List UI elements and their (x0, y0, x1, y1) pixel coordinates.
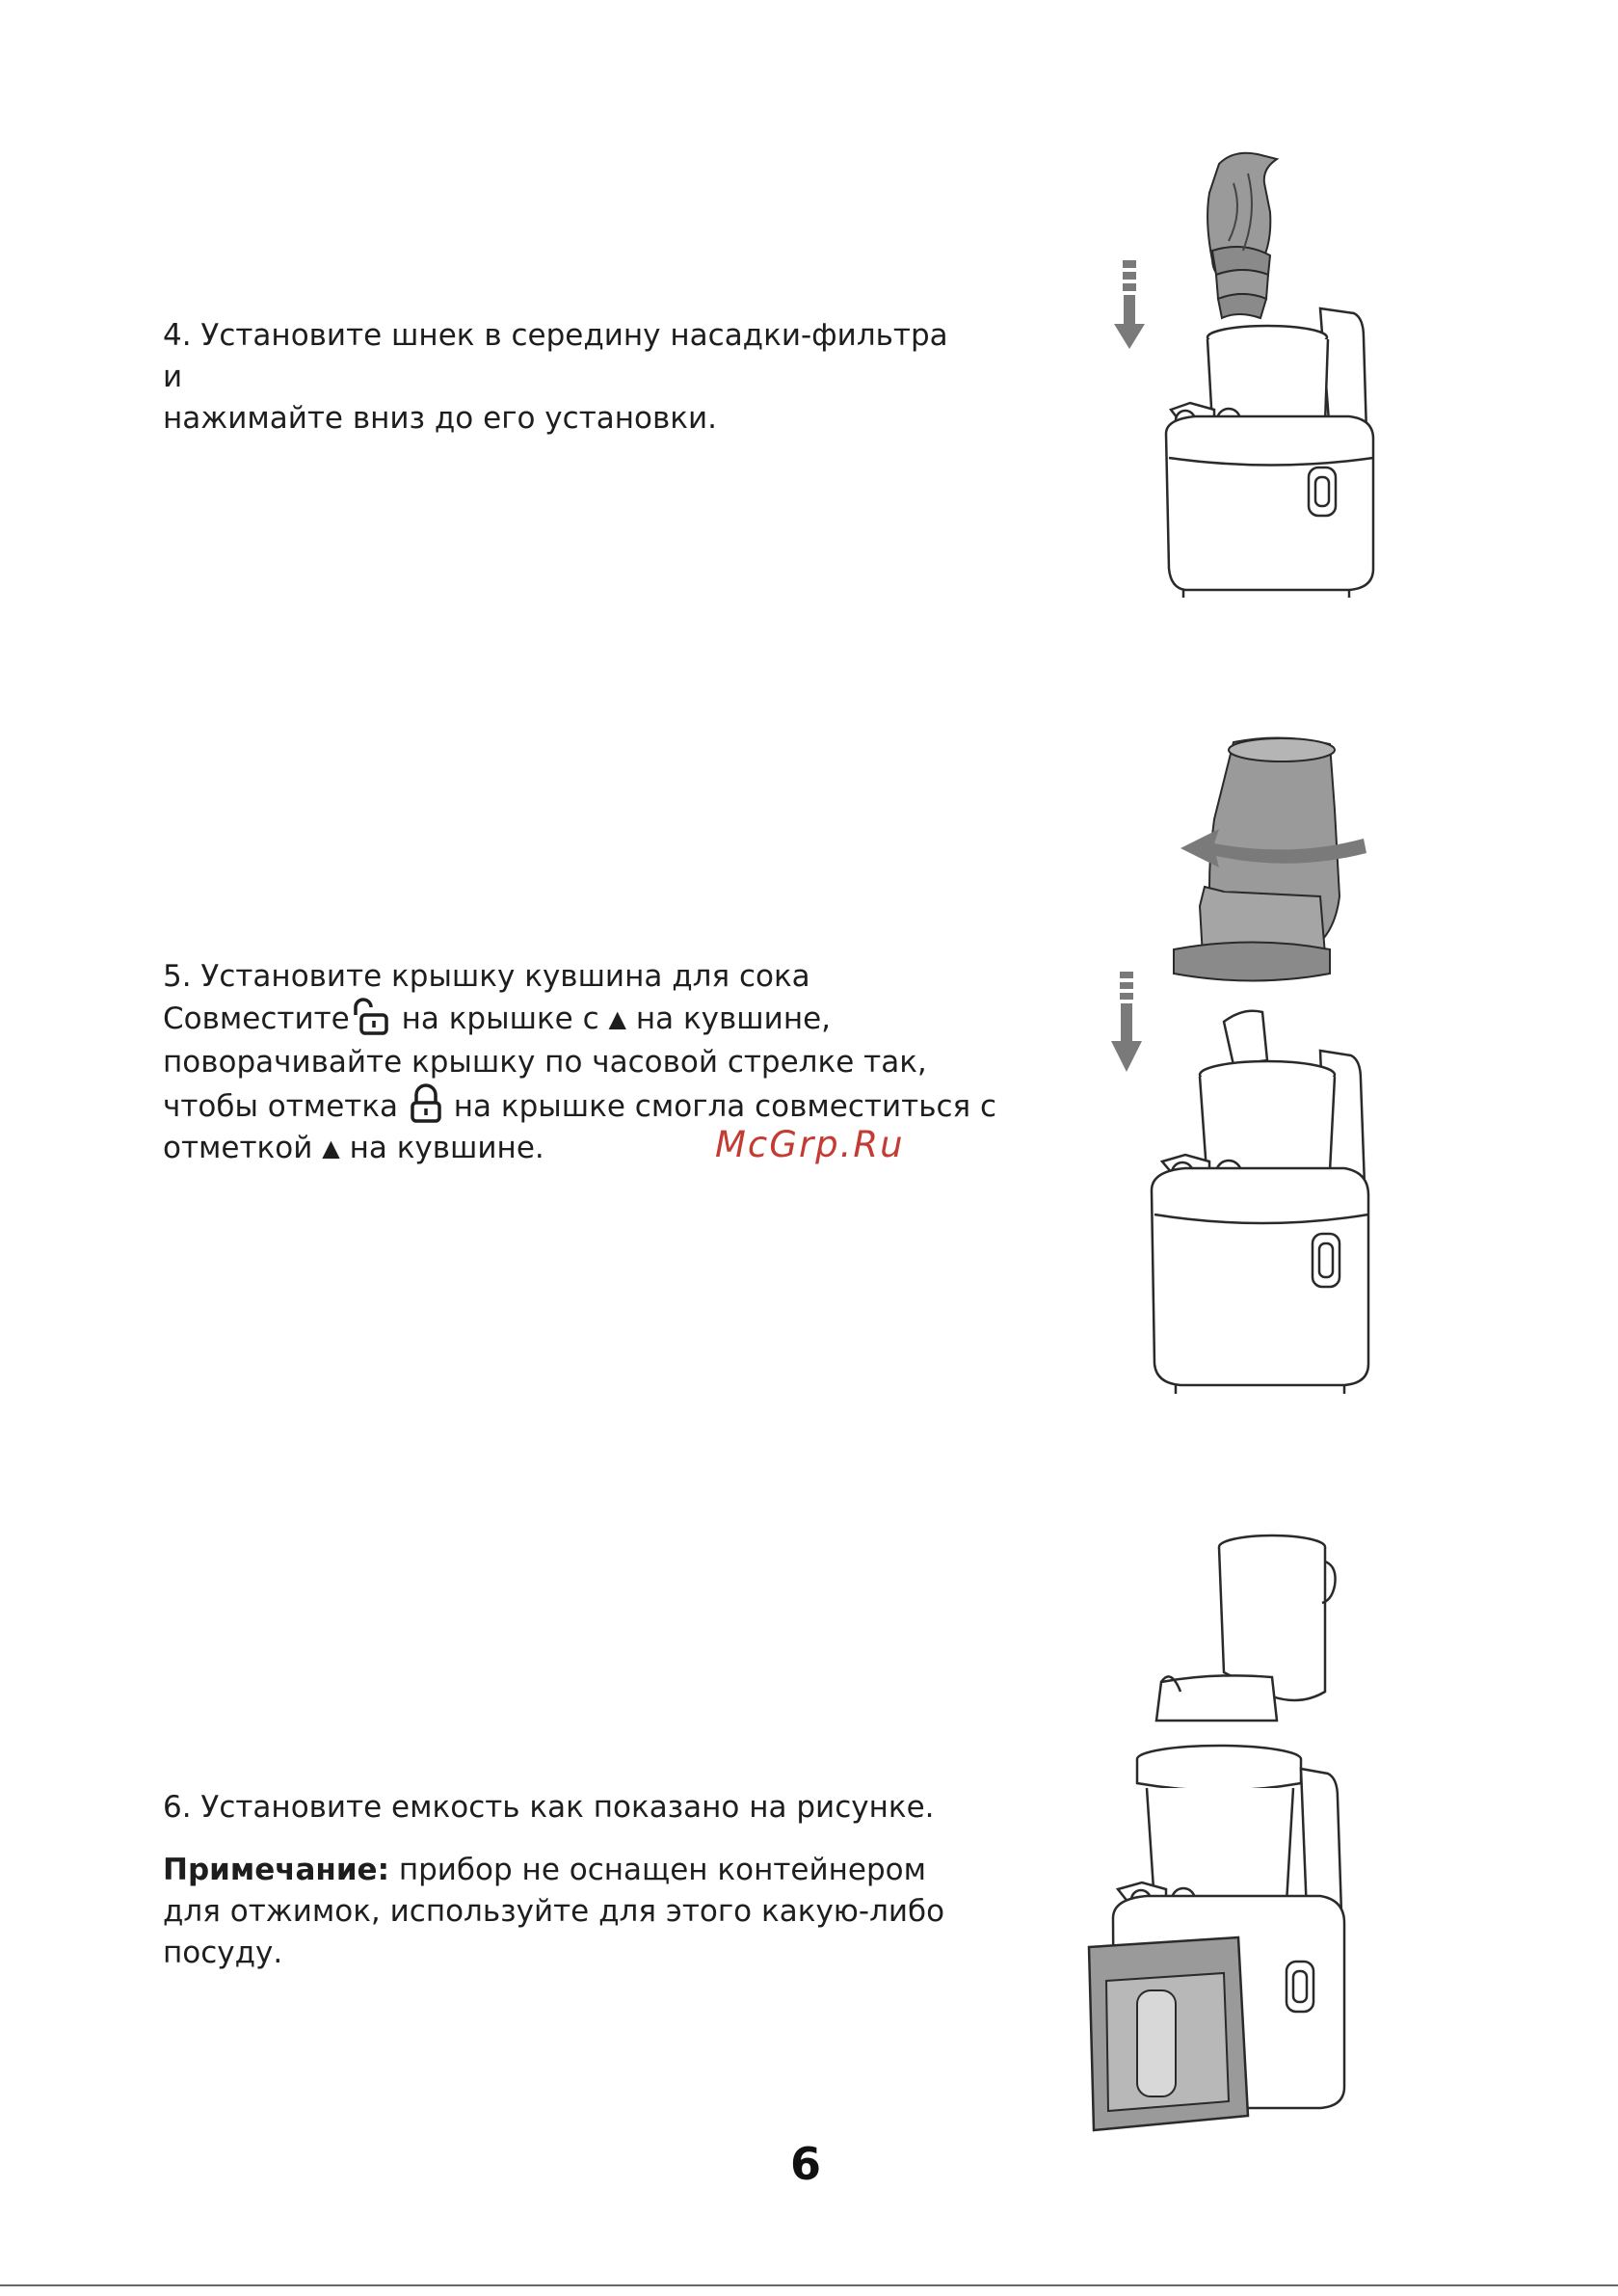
step-5-line-3: поворачивайте крышку по часовой стрелке так, (163, 1045, 927, 1080)
step-5-line-5a: отметкой (163, 1131, 313, 1165)
step-5-line-5b: на кувшине. (349, 1131, 544, 1165)
auger-part (1207, 153, 1277, 318)
juicer-body (1152, 1011, 1368, 1394)
bottom-divider (0, 2284, 1618, 2286)
step-5-line-4a: чтобы отметка (163, 1089, 399, 1124)
step-5-line-2b: на крышке с (401, 1001, 599, 1036)
unlock-icon (350, 998, 392, 1036)
step-4-line-1: 4. Установите шнек в середину насадки-фильтра и (163, 318, 948, 394)
lock-icon (408, 1083, 444, 1124)
juicer-body (1166, 308, 1373, 598)
step-6-line-1: 6. Установите емкость как показано на рисунке. (163, 1790, 935, 1825)
note-label: Примечание: (163, 1853, 389, 1887)
note-text (163, 1850, 953, 1974)
triangle-up-icon: ▲ (322, 1135, 340, 1161)
step-6-text (163, 1787, 972, 1829)
arrow-down-icon (1114, 260, 1145, 349)
figure-auger-insertion (1099, 145, 1388, 617)
page-number: 6 (790, 2138, 822, 2190)
figure-assembled-juicer (1079, 1528, 1368, 2135)
arrow-down-icon (1111, 972, 1142, 1072)
step-5-line-2c: на кувшине, (635, 1001, 832, 1036)
pulp-container (1089, 1937, 1248, 2130)
step-5-line-2a: Совместите (163, 1001, 350, 1036)
step-5-line-4b: на крышке смогла совместиться с (453, 1089, 997, 1124)
step-4-text (163, 315, 972, 440)
triangle-up-icon: ▲ (608, 1005, 626, 1032)
figure-lid-installation (1099, 733, 1388, 1398)
note-line-1: прибор не оснащен контейнером (388, 1853, 927, 1887)
step-5-line-1: 5. Установите крышку кувшина для сока (163, 959, 810, 994)
note-line-2: для отжимок, используйте для этого какую-либо (163, 1894, 945, 1929)
step-4-line-2: нажимайте вниз до его установки. (163, 401, 717, 436)
note-line-3: посуду. (163, 1936, 283, 1970)
watermark: McGrp.Ru (715, 1124, 905, 1165)
